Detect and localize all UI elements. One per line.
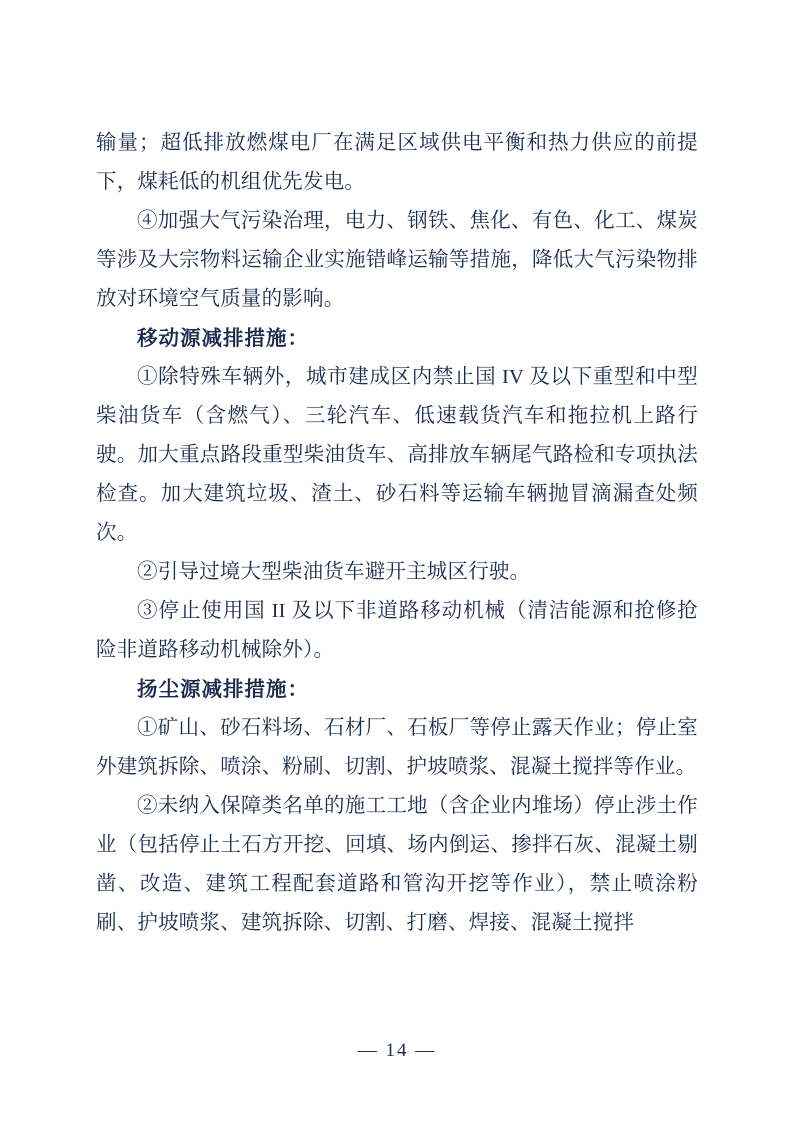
paragraph: ③停止使用国 II 及以下非道路移动机械（清洁能源和抢修抢险非道路移动机械除外）。 <box>96 600 698 661</box>
page-number: — 14 — <box>357 1040 437 1061</box>
page-body <box>96 124 698 943</box>
paragraph: ①矿山、砂石料场、石材厂、石板厂等停止露天作业；停止室外建筑拆除、喷涂、粉刷、切割、护坡喷浆、混凝土搅拌等作业。 <box>96 717 698 778</box>
paragraph: ②引导过境大型柴油货车避开主城区行驶。 <box>137 561 531 583</box>
paragraph: ①除特殊车辆外，城市建成区内禁止国 IV 及以下重型和中型柴油货车（含燃气）、三轮汽车、低速载货汽车和拖拉机上路行驶。加大重点路段重型柴油货车、高排放车辆尾气路检和专项执法检查。加大建筑垃圾、渣土、砂石料等运输车辆抛冒滴漏查处频次。 <box>96 366 698 544</box>
section-heading-dust-source: 扬尘源减排措施： <box>137 678 309 701</box>
section-heading-mobile-source: 移动源减排措施： <box>137 327 309 350</box>
paragraph: ④加强大气污染治理，电力、钢铁、焦化、有色、化工、煤炭等涉及大宗物料运输企业实施错峰运输等措施，降低大气污染物排放对环境空气质量的影响。 <box>96 210 698 310</box>
paragraph: 输量；超低排放燃煤电厂在满足区域供电平衡和热力供应的前提下，煤耗低的机组优先发电。 <box>96 132 698 193</box>
paragraph: ②未纳入保障类名单的施工工地（含企业内堆场）停止涉土作业（包括停止土石方开挖、回填、场内倒运、掺拌石灰、混凝土剔凿、改造、建筑工程配套道路和管沟开挖等作业），禁止喷涂粉刷、护坡喷浆、建筑拆除、切割、打磨、焊接、混凝土搅拌 <box>96 795 698 934</box>
